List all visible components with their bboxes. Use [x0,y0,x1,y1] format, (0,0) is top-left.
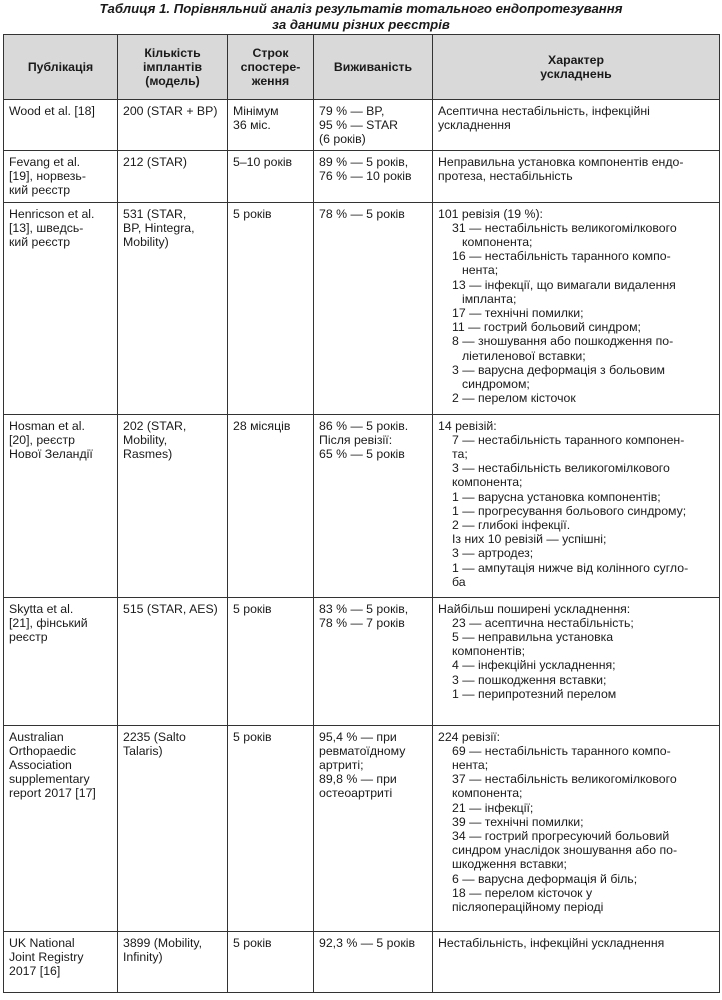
cell-text-line: supplementary [9,772,90,787]
cell-text-line: Skytta et al. [9,601,74,616]
table-row [4,202,720,414]
cell-text-line: компонента; [462,235,533,250]
cell-text-line: 78 % — 5 років [319,206,405,221]
cell-text-line: Australian [9,729,64,744]
cell-complications [433,725,720,931]
cell-survival [314,202,433,414]
table-row [4,725,720,931]
cell-publication [4,202,118,414]
cell-text-line: Henricson et al. [9,206,95,221]
cell-text-line: 18 — перелом кісточок у [452,885,593,900]
header-implants [118,35,228,100]
cell-text-line: [21], фінський [9,615,88,630]
cell-text-line: Неправильна установка компонентів ендо- [438,154,684,169]
header-text: ускладнень [540,67,612,81]
cell-text-line: Нестабільність, інфекційні ускладнення [438,935,665,950]
cell-text-line: 2235 (Salto [123,729,186,744]
cell-text-line: Асептична нестабільність, інфекційні [438,104,650,118]
cell-text-line: Mobility, [123,432,168,447]
cell-text-line: 14 ревізій: [438,418,497,433]
table-row [4,931,720,992]
cell-survival [314,100,433,151]
cell-complications [433,100,720,151]
cell-implants [118,100,228,151]
cell-text-line: Hosman et al. [9,418,85,433]
cell-text-line: та; [452,447,468,462]
cell-text-line: Infinity) [123,949,163,964]
cell-complications [433,414,720,597]
cell-text-line: 78 % — 7 років [319,615,405,630]
cell-text-line: Orthopaedic [9,743,76,758]
cell-implants [118,931,228,992]
cell-text-line: 7 — нестабільність таранного компонен- [452,432,685,447]
header-survival [314,35,433,100]
cell-text-line: нента; [462,263,499,278]
cell-text-line: 23 — асептична нестабільність; [452,615,634,630]
cell-text-line: 200 (STAR + BP) [123,104,218,118]
caption-line-2: за даними різних реєстрів [272,16,450,32]
cell-text-line: 17 — технічні помилки; [452,306,584,321]
table-body [4,100,720,993]
cell-followup [228,202,314,414]
cell-text-line: 16 — нестабільність таранного компо- [452,249,671,264]
cell-text-line: Rasmes) [123,447,173,462]
cell-text-line: Fevang et al. [9,154,81,169]
cell-publication [4,414,118,597]
cell-text-line: ба [452,574,466,589]
cell-text-line: 89 % — 5 років, [319,154,409,169]
table-caption [0,0,722,34]
cell-text-line: Найбільш поширені ускладнення: [438,601,631,616]
cell-publication [4,150,118,202]
cell-implants [118,725,228,931]
cell-text-line: 531 (STAR, [123,206,187,221]
cell-complications [433,931,720,992]
cell-complications [433,150,720,202]
cell-publication [4,931,118,992]
cell-text-line: імпланта; [462,291,517,306]
cell-implants [118,150,228,202]
cell-text-line: 2017 [16] [9,964,61,979]
cell-text-line: ускладнення [438,118,511,133]
cell-survival [314,597,433,725]
cell-text-line: 101 ревізія (19 %): [438,206,543,221]
cell-text-line: 1 — ампутація нижче від колінного сугло- [452,560,689,575]
table-row [4,150,720,202]
cell-text-line: остеоартриті [319,786,393,801]
cell-text-line: [20], реєстр [9,432,75,447]
cell-text-line: синдромом; [462,377,530,392]
cell-text-line: 21 — інфекції; [452,800,534,815]
cell-text-line: Joint Registry [9,949,84,964]
cell-text-line: 515 (STAR, AES) [123,601,218,616]
cell-followup [228,931,314,992]
cell-text-line: 28 місяців [233,418,291,433]
cell-text-line: синдром унаслідок зношування або по- [452,843,678,858]
header-text: Виживаність [333,59,413,74]
cell-text-line: кий реєстр [9,183,71,198]
cell-text-line: 3 — варусна деформація з больовим [452,362,666,377]
cell-text-line: 3899 (Mobility, [123,935,203,950]
cell-text-line: Після ревізії: [319,432,393,447]
cell-text-line: 69 — нестабільність таранного компо- [452,743,671,758]
cell-text-line: 92,3 % — 5 років [319,935,415,950]
cell-text-line: 5–10 років [233,154,293,169]
cell-text-line: компонентів; [452,644,526,659]
cell-text-line: 5 років [233,935,272,950]
cell-text-line: Talaris) [123,743,163,758]
header-text: (модель) [145,74,200,89]
table-row [4,597,720,725]
header-text: ження [251,74,290,89]
cell-text-line: 95,4 % — при [319,729,397,744]
cell-text-line: 65 % — 5 років [319,447,405,462]
cell-text-line: 89,8 % — при [319,772,397,787]
header-followup [228,35,314,100]
header-text: спостере- [240,59,301,74]
cell-text-line: протеза, нестабільність [438,168,573,183]
cell-text-line: 224 ревізії: [438,729,501,744]
header-text: Публікація [27,59,94,74]
cell-text-line: 2 — перелом кісточок [452,391,576,406]
cell-text-line: 37 — нестабільність великогомілкового [452,772,677,787]
cell-survival [314,150,433,202]
cell-text-line: 83 % — 5 років, [319,601,409,616]
cell-text-line: 1 — перипротезний перелом [452,686,617,701]
cell-text-line: Нової Зеландії [9,447,93,462]
cell-survival [314,725,433,931]
cell-text-line: 31 — нестабільність великогомілкового [452,220,677,235]
cell-survival [314,414,433,597]
cell-text-line: 5 років [233,206,272,221]
cell-text-line: артриті; [319,758,364,773]
cell-text-line: 76 % — 10 років [319,168,412,183]
cell-followup [228,100,314,151]
cell-text-line: Wood et al. [18] [9,104,95,118]
cell-text-line: 86 % — 5 років. [319,418,409,433]
cell-text-line: післяопераційному періоді [452,900,604,915]
cell-text-line: 202 (STAR, [123,418,187,433]
cell-text-line: [19], норвезь- [9,168,86,183]
header-row [4,35,720,100]
cell-text-line: 2 — глибокі інфекції. [452,518,571,533]
cell-text-line: 5 років [233,601,272,616]
cell-text-line: Із них 10 ревізій — успішні; [452,532,607,547]
cell-text-line: 5 років [233,729,272,744]
cell-survival [314,931,433,992]
cell-text-line: UK National [9,935,75,950]
cell-text-line: BP, Hintegra, [123,220,195,235]
header-text: імплантів [142,59,203,74]
cell-text-line: Mobility) [123,235,169,250]
cell-followup [228,725,314,931]
header-text: Строк [252,45,289,60]
cell-followup [228,597,314,725]
cell-text-line: реєстр [9,630,48,645]
cell-text-line: 39 — технічні помилки; [452,814,584,829]
cell-text-line: 34 — гострий прогресуючий больовий [452,829,670,844]
cell-text-line: 1 — варусна установка компонентів; [452,489,661,504]
cell-text-line: (6 років) [319,132,366,147]
cell-text-line: шкодження вставки; [452,857,567,872]
cell-complications [433,597,720,725]
cell-publication [4,100,118,151]
cell-text-line: 11 — гострий больовий синдром; [452,320,641,335]
cell-implants [118,414,228,597]
cell-text-line: 95 % — STAR [319,118,399,133]
cell-text-line: 3 — нестабільність великогомілкового [452,461,670,476]
table-row [4,100,720,151]
cell-text-line: 79 % — BP, [319,104,385,118]
cell-text-line: 3 — артродез; [452,546,534,561]
cell-publication [4,725,118,931]
header-publication [4,35,118,100]
cell-implants [118,202,228,414]
cell-text-line: 4 — інфекційні ускладнення; [452,658,616,673]
table-row [4,414,720,597]
cell-text-line: нента; [452,758,489,773]
cell-followup [228,150,314,202]
header-text: Характер [548,52,604,67]
cell-text-line: Association [9,758,72,773]
cell-text-line: ліетиленової вставки; [462,348,586,363]
cell-text-line: 5 — неправильна установка [452,630,614,645]
cell-implants [118,597,228,725]
caption-line-1: Таблиця 1. Порівняльний аналіз результатів тотального ендопротезування [99,1,623,16]
cell-text-line: 212 (STAR) [123,154,188,169]
cell-followup [228,414,314,597]
header-complications [433,35,720,100]
cell-text-line: report 2017 [17] [9,786,96,801]
header-text: Кількість [144,45,201,60]
cell-text-line: 3 — пошкодження вставки; [452,672,607,687]
cell-publication [4,597,118,725]
cell-text-line: Мінімум [233,104,279,118]
comparison-table [3,34,720,993]
cell-text-line: 1 — прогресування больового синдрому; [452,503,687,518]
cell-text-line: 13 — інфекції, що вимагали видалення [452,277,676,292]
cell-text-line: 8 — зношування або пошкодження по- [452,334,674,349]
cell-text-line: 36 міс. [233,118,271,133]
cell-complications [433,202,720,414]
cell-text-line: [13], швeдсь- [9,220,84,235]
cell-text-line: кий реєстр [9,235,71,250]
cell-text-line: компонента; [452,475,523,490]
cell-text-line: 6 — варусна деформація й біль; [452,871,638,886]
cell-text-line: компонента; [452,786,523,801]
cell-text-line: ревматоїдному [319,743,406,758]
